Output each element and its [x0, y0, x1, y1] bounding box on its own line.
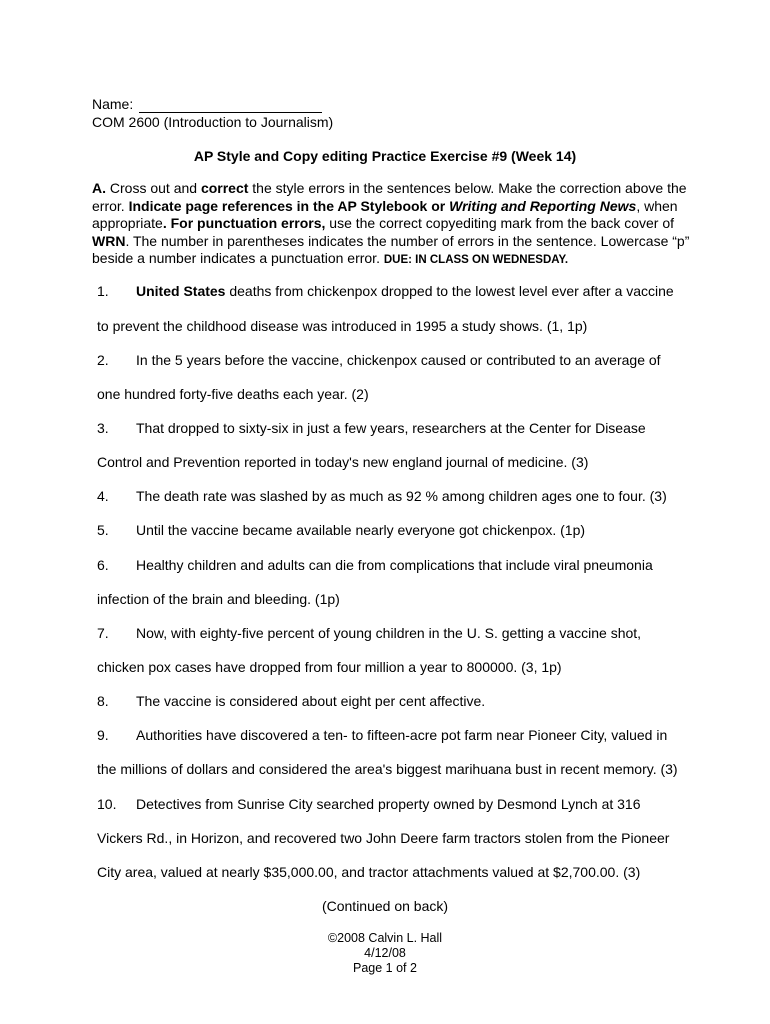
sentence-10-line-3: City area, valued at nearly $35,000.00, and tractor attachments valued at $2,700.00. (3) — [97, 864, 641, 880]
header-block — [92, 95, 333, 131]
sentence-9-line-1: Authorities have discovered a ten- to fifteen-acre pot farm near Pioneer City, valued in — [136, 727, 668, 743]
sentence-number: 9. — [97, 727, 109, 743]
sentence-10-line-2: Vickers Rd., in Horizon, and recovered two John Deere farm tractors stolen from the Pioneer — [97, 830, 670, 846]
sentence-6-line-2: infection of the brain and bleeding. (1p) — [97, 591, 340, 607]
sentence-7-line-2: chicken pox cases have dropped from four million a year to 800000. (3, 1p) — [97, 659, 562, 675]
sentence-1-line-2: to prevent the childhood disease was introduced in 1995 a study shows. (1, 1p) — [97, 318, 588, 334]
part-label: A. — [92, 180, 106, 196]
sentence-number: 2. — [97, 352, 109, 368]
instr-text-5: Writing and Reporting News — [449, 197, 637, 214]
instructions — [92, 180, 692, 270]
sentence-3-line-1: That dropped to sixty-six in just a few years, researchers at the Center for Disease — [136, 420, 646, 436]
instr-text-9: WRN — [92, 232, 126, 249]
instr-text-3: the style errors in the sentences below. Make the correction above the error. — [92, 180, 687, 214]
sentence-2-line-2: one hundred forty-five deaths each year. (2) — [97, 386, 369, 402]
instr-text-7: . For punctuation errors, — [162, 215, 326, 232]
page-number: Page 1 of 2 — [353, 961, 417, 975]
sentence-4-line-1: The death rate was slashed by as much as 92 % among children ages one to four. (3) — [136, 488, 667, 504]
sentence-number: 5. — [97, 522, 109, 538]
sentence-number: 8. — [97, 693, 109, 709]
instr-text-1: Cross out and — [106, 180, 201, 196]
sentence-number: 3. — [97, 420, 109, 436]
instr-text-6: , when appropriate — [92, 197, 678, 232]
sentence-number: 6. — [97, 557, 109, 573]
instr-text-10: . The number in parentheses indicates the number of errors in the sentence. Lowercase “p” beside a number indicates a punctuation error. — [92, 232, 690, 267]
exercise-title: AP Style and Copy editing Practice Exercise #9 (Week 14) — [193, 148, 577, 164]
sentence-7-line-1: Now, with eighty-five percent of young children in the U. S. getting a vaccine shot, — [136, 625, 642, 641]
instr-text-2: correct — [200, 180, 249, 196]
due-date: DUE: IN CLASS ON WEDNESDAY. — [383, 254, 569, 267]
sentence-6-line-1: Healthy children and adults can die from complications that include viral pneumonia — [136, 557, 653, 573]
sentence-number: 10. — [97, 796, 117, 812]
sentence-number: 1. — [97, 283, 109, 299]
sentence-5-line-1: Until the vaccine became available nearly everyone got chickenpox. (1p) — [136, 522, 586, 538]
sentence-3-line-2: Control and Prevention reported in today's new england journal of medicine. (3) — [97, 454, 589, 470]
sentence-number: 7. — [97, 625, 109, 641]
footer — [0, 931, 770, 976]
instr-text-4: Indicate page references in the AP Stylebook or — [128, 197, 450, 214]
footer-date: 4/12/08 — [364, 946, 406, 960]
sentence-10-line-1: Detectives from Sunrise City searched property owned by Desmond Lynch at 316 — [136, 796, 641, 812]
sentence-1-text: deaths from chickenpox dropped to the lowest level ever after a vaccine — [225, 283, 674, 299]
sentence-number: 4. — [97, 488, 109, 504]
name-row — [92, 95, 333, 113]
sentence-1-bold: United States — [136, 283, 226, 299]
name-blank-line — [139, 99, 322, 113]
sentence-8-line-1: The vaccine is considered about eight per cent affective. — [136, 693, 486, 709]
copyright: ©2008 Calvin L. Hall — [327, 931, 443, 945]
name-label: Name: — [92, 96, 134, 112]
continued-note: (Continued on back) — [321, 898, 449, 914]
sentence-1-line-1 — [136, 282, 674, 300]
course-title: COM 2600 (Introduction to Journalism) — [92, 114, 334, 130]
sentence-2-line-1: In the 5 years before the vaccine, chickenpox caused or contributed to an average of — [136, 352, 661, 368]
instr-text-8: use the correct copyediting mark from the back cover of — [325, 215, 675, 232]
sentence-9-line-2: the millions of dollars and considered the area's biggest marihuana bust in recent memory. (3) — [97, 761, 678, 777]
